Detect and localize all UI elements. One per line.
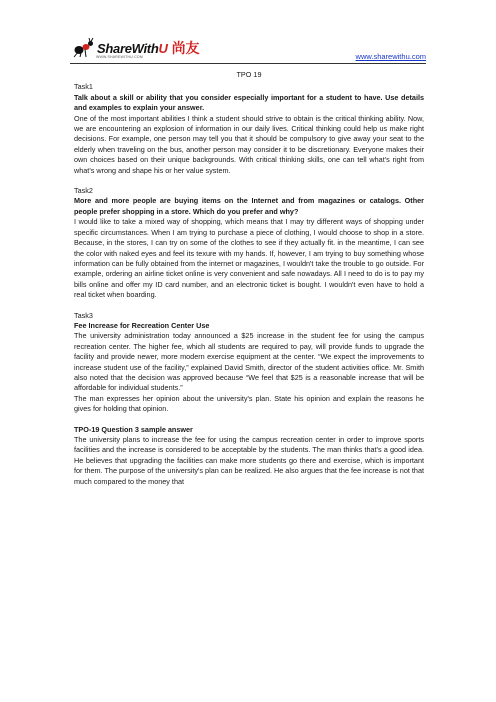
task3-sample-heading: TPO-19 Question 3 sample answer	[74, 424, 193, 434]
task1-label: Task1	[74, 82, 93, 92]
document-body	[74, 70, 424, 487]
logo-text-accent: U	[158, 40, 168, 56]
task2-label: Task2	[74, 186, 93, 196]
header-divider	[70, 63, 426, 64]
task3-passage: The university administration today announced a $25 increase in the student fee for using the campus recreation center. The higher fee, which all students are required to pay, will provide funds to upgrade the facility and provide newer, more modern exercise equipment at the center. “We expect the improvements to increase student use of the facility,” explained David Smith, director of the student activities office. Mr. Smith also noted that the decision was approved because “We feel that $25 is a reasonable increase that will be affordable for individual students.”	[74, 331, 424, 393]
logo-tagline: WWW.SHAREWITHU.COM	[96, 55, 143, 59]
document-title: TPO 19	[236, 70, 262, 79]
task1-answer: One of the most important abilities I think a student should strive to obtain is the critical thinking ability. Now, we are encountering an explosion of information in our daily lives. Critical thinking could help us make right decisions. For example, one person may tell you that it should be compulsory to give away your seat to the elderly when traveling on the bus, another person may consider it to be discretionary. Everyone makes their own choices based on their unique backgrounds. With critical thinking skills, one can tell what's right from what's wrong and shape his or her value system.	[74, 113, 424, 175]
task1-prompt: Talk about a skill or ability that you consider especially important for a student to have. Use details and examples to explain your answer.	[74, 92, 424, 113]
page-header	[70, 33, 426, 63]
task2-prompt: More and more people are buying items on the Internet and from magazines or catalogs. Other people prefer shopping in a store. Which do you prefer and why?	[74, 196, 424, 216]
ant-logo-icon	[72, 37, 94, 59]
task3-question: The man expresses her opinion about the university's plan. State his opinion and explain the reasons he gives for holding that opinion.	[74, 393, 424, 414]
site-link[interactable]: www.sharewithu.com	[355, 52, 426, 61]
logo-text-main: ShareWith	[97, 40, 159, 56]
task3-sample-answer: The university plans to increase the fee for using the campus recreation center in order to improve sports facilities and the increase is considered to be acceptable by the students. The man thinks that's a good idea. He believes that upgrading the facilities can make more students go there and exercise, which is important for them. The purpose of the university's plan can be realized. He also argues that the fee increase is not that much compared to the money that	[74, 435, 424, 486]
task3-heading: Fee Increase for Recreation Center Use	[74, 320, 210, 330]
task2-answer: I would like to take a mixed way of shopping, which means that I may try different ways of shopping under specific circumstances. When I am trying to purchase a piece of clothing, I would choose to shop in a store. Because, in the stores, I can try on some of the clothes to see if they actually fit. in the meantime, I can see the color with naked eyes and feel its texure with my hands. If, however, I am trying to buy something whose information can be fully obtained from the internet or magazines, I wouldn't take the trouble to go outside. For example, ordering an airline ticket online is very convenient and safe nowadays. All I need to do is to pay my bills online and offer my ID card number, and an electronic ticket is bought. I wouldn't even have to hold a real ticket when boarding.	[74, 217, 424, 300]
logo-text-cn: 尚友	[171, 41, 200, 57]
task3-label: Task3	[74, 310, 93, 320]
